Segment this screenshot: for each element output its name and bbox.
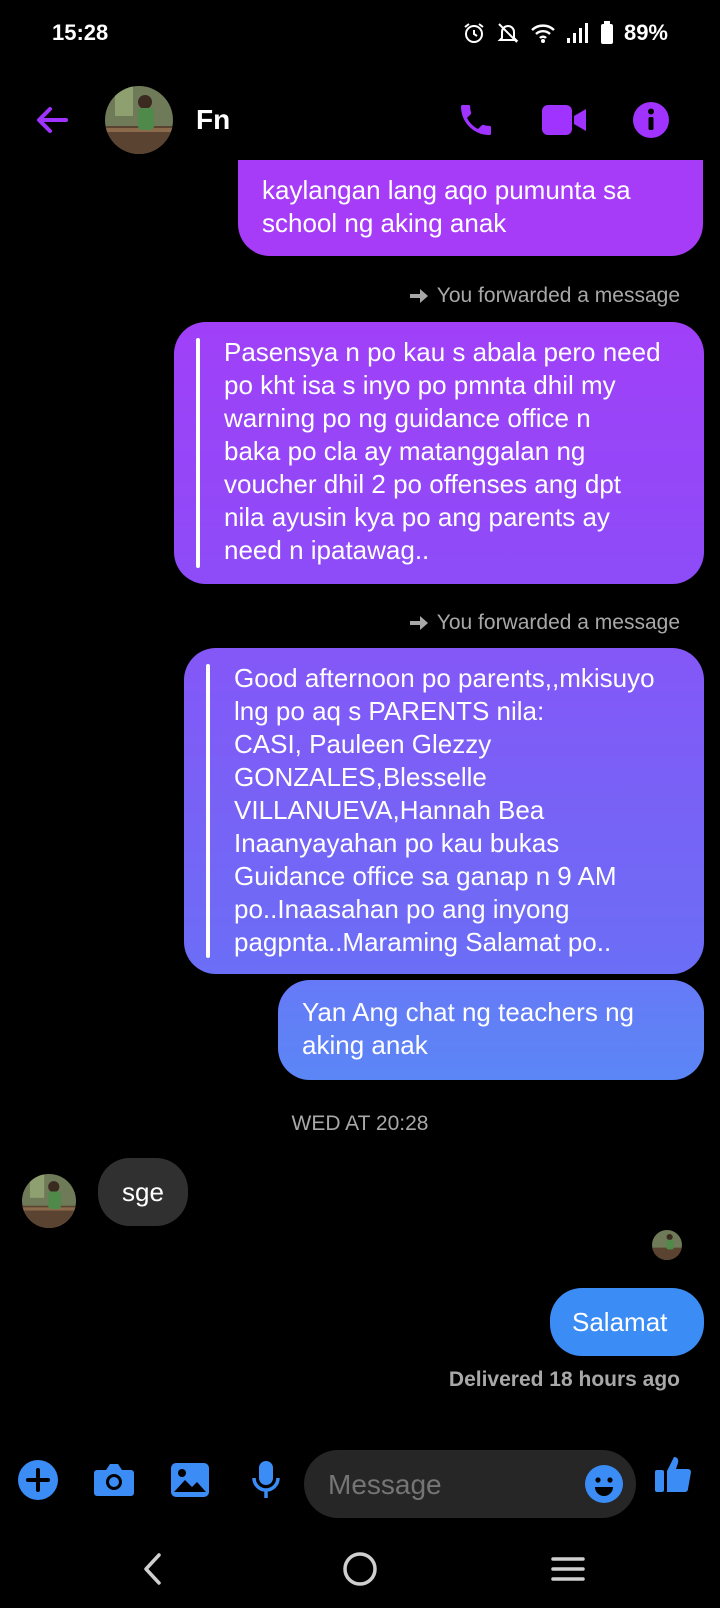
forward-arrow-icon: [409, 615, 429, 631]
incoming-message[interactable]: sge: [98, 1158, 188, 1226]
nav-home-button[interactable]: [336, 1545, 384, 1593]
emoji-button[interactable]: [584, 1464, 624, 1504]
message-input[interactable]: [326, 1464, 560, 1506]
forwarded-message-text: Pasensya n po kau s abala pero need po kht isa s inyo po pmnta dhil my warning po ng guidance office n baka po cla ay matanggalan ng voucher dhil 2 po offenses ang dpt nila ayusin kya po ang parents ay need n ipatawag..: [224, 337, 661, 565]
battery-level: 89%: [623, 20, 668, 45]
avatar-photo-icon: [22, 1174, 76, 1228]
info-button[interactable]: [627, 96, 675, 144]
avatar-photo-icon: [105, 86, 173, 154]
mute-bell-icon: [496, 21, 520, 45]
emoji-smile-icon: [584, 1464, 624, 1504]
forwarded-message[interactable]: [174, 322, 704, 584]
read-receipt-avatar: [652, 1230, 682, 1260]
nav-back-icon: [139, 1552, 169, 1586]
quote-bar: [206, 664, 210, 958]
nav-home-icon: [342, 1551, 378, 1587]
signal-icon: [566, 22, 590, 44]
voice-message-button[interactable]: [244, 1458, 288, 1502]
contact-avatar[interactable]: [105, 86, 173, 154]
sender-avatar[interactable]: [22, 1174, 76, 1228]
alarm-icon: [462, 21, 486, 45]
forwarded-text: You forwarded a message: [436, 611, 680, 634]
image-icon: [170, 1462, 210, 1498]
outgoing-message[interactable]: Yan Ang chat ng teachers ng aking anak: [278, 980, 704, 1080]
plus-circle-icon: [17, 1459, 59, 1501]
status-icons: [462, 20, 668, 46]
info-icon: [631, 100, 671, 140]
forwarded-message-text: Good afternoon po parents,,mkisuyo lng po aq s PARENTS nila: CASI, Pauleen Glezzy GONZALES,Blesselle VILLANUEVA,Hannah Bea Inaanyayahan po kau bukas Guidance office sa ganap n 9 AM po..Inaasahan po ang inyong pagpnta..Maraming Salamat po..: [234, 663, 655, 957]
video-call-button[interactable]: [540, 96, 588, 144]
nav-recents-button[interactable]: [544, 1545, 592, 1593]
gallery-button[interactable]: [168, 1458, 212, 1502]
status-time: 15:28: [52, 20, 109, 45]
nav-back-button[interactable]: [130, 1545, 178, 1593]
quote-bar: [196, 338, 200, 568]
forwarded-label: [409, 284, 680, 308]
avatar-photo-icon: [652, 1230, 682, 1260]
camera-icon: [93, 1462, 135, 1498]
date-separator: WED AT 20:28: [291, 1112, 429, 1135]
forwarded-text: You forwarded a message: [436, 284, 680, 307]
outgoing-message[interactable]: Salamat: [550, 1288, 704, 1356]
outgoing-message[interactable]: kaylangan lang aqo pumunta sa school ng aking anak: [238, 160, 703, 256]
battery-icon: [600, 21, 614, 45]
forwarded-message[interactable]: [184, 648, 704, 974]
audio-call-button[interactable]: [452, 96, 500, 144]
forwarded-label: [409, 611, 680, 635]
thumbs-up-icon: [653, 1453, 695, 1495]
message-input-box[interactable]: [304, 1450, 636, 1518]
more-actions-button[interactable]: [16, 1458, 60, 1502]
back-button[interactable]: [32, 100, 72, 140]
back-arrow-icon: [32, 100, 72, 140]
phone-icon: [456, 100, 496, 140]
forward-arrow-icon: [409, 288, 429, 304]
nav-menu-icon: [550, 1554, 586, 1584]
microphone-icon: [251, 1460, 281, 1500]
like-button[interactable]: [652, 1452, 696, 1496]
wifi-icon: [530, 21, 556, 45]
delivery-status: Delivered 18 hours ago: [448, 1368, 680, 1391]
video-camera-icon: [541, 103, 587, 137]
camera-button[interactable]: [92, 1458, 136, 1502]
contact-name[interactable]: Fn: [196, 104, 231, 135]
